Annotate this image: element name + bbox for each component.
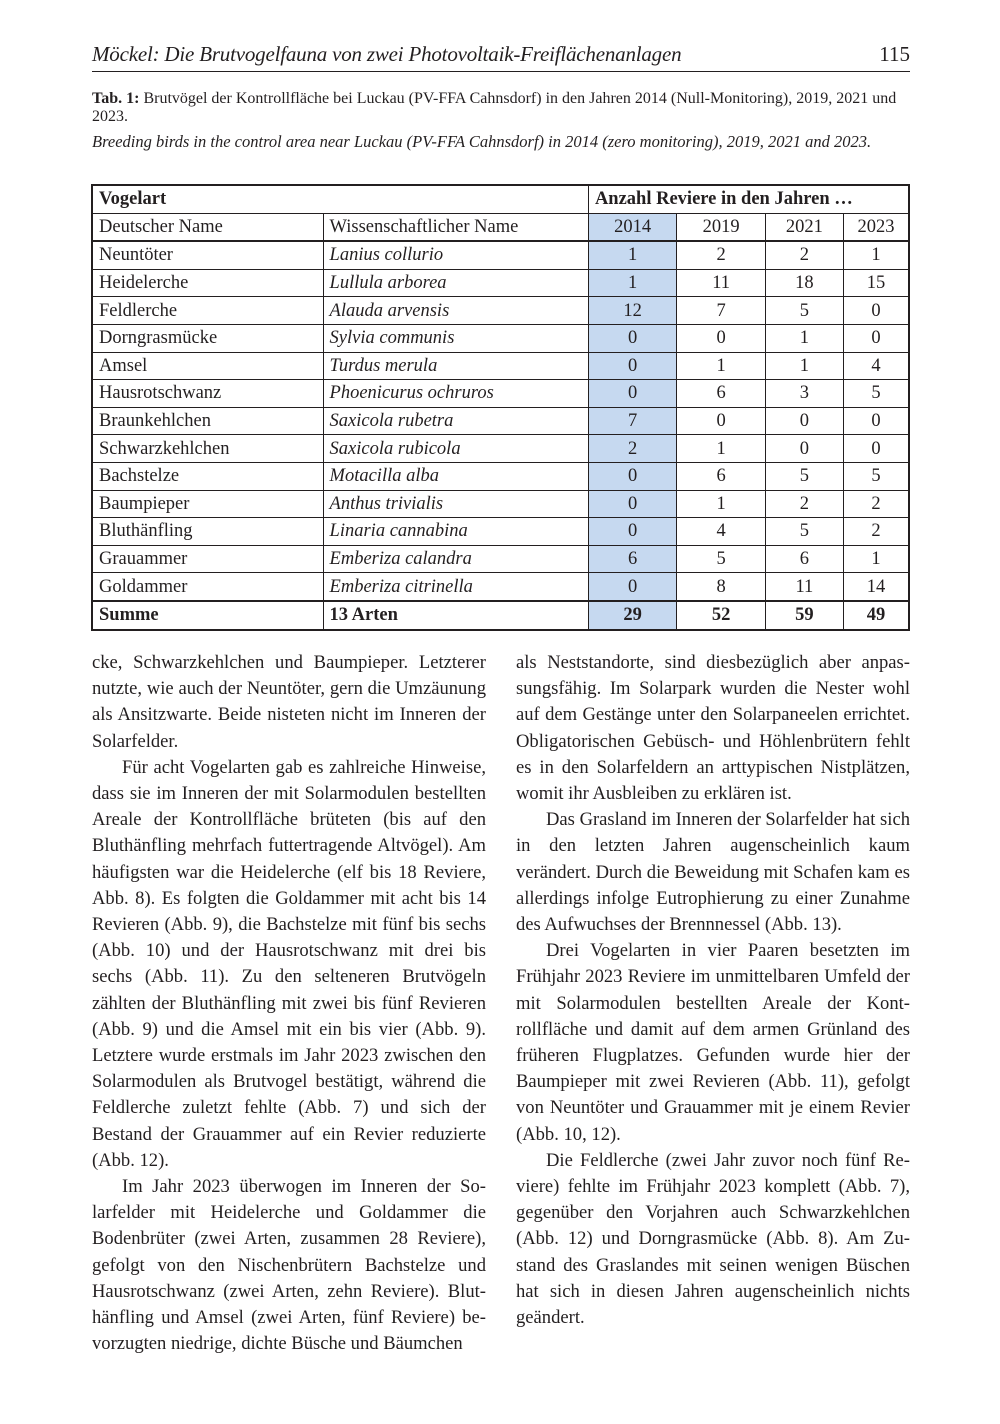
count-2023: 14 xyxy=(843,573,909,601)
count-2019: 7 xyxy=(677,297,765,325)
scientific-name: Anthus trivialis xyxy=(323,490,588,518)
column-header-scientific-name: Wissenschaftlicher Name xyxy=(323,213,588,241)
column-header-2021: 2021 xyxy=(765,213,843,241)
table-row xyxy=(92,297,909,325)
table-label: Tab. 1: xyxy=(92,90,140,107)
table-row xyxy=(92,518,909,546)
count-2023: 2 xyxy=(843,518,909,546)
count-2019: 1 xyxy=(677,490,765,518)
german-name: Dorngrasmücke xyxy=(92,324,323,352)
table-row xyxy=(92,269,909,297)
body-paragraph: Drei Vogelarten in vier Paaren besetzten im Frühjahr 2023 Reviere im unmittelbaren Umfeld der mit Solarmodulen bestellten Areale der Kontrollfläche und damit auf dem armen Grünland des früheren Flugplatzes. Gefunden wurde hier der Baumpieper mit zwei Revieren (Abb. 11), gefolgt von Neuntöter und Grauammer mit je einem Revier (Abb. 10, 12). xyxy=(516,940,910,1145)
count-2021: 0 xyxy=(765,407,843,435)
count-2023: 0 xyxy=(843,324,909,352)
count-2019: 5 xyxy=(677,545,765,573)
count-2023: 4 xyxy=(843,352,909,380)
body-column-left xyxy=(92,650,486,1357)
count-2019: 52 xyxy=(677,601,765,630)
table-sum-row xyxy=(92,601,909,630)
count-2021: 5 xyxy=(765,462,843,490)
count-2014: 7 xyxy=(588,407,676,435)
german-name: Bachstelze xyxy=(92,462,323,490)
german-name: Baumpieper xyxy=(92,490,323,518)
count-2014: 0 xyxy=(588,352,676,380)
german-name: Goldammer xyxy=(92,573,323,601)
table-caption-english: Breeding birds in the control area near Luckau (PV-FFA Cahnsdorf) in 2014 (zero monitoring), 2019, 2021 and 2023. xyxy=(92,132,872,151)
running-head xyxy=(92,38,910,72)
count-2014: 29 xyxy=(588,601,676,630)
table-row xyxy=(92,324,909,352)
table-row xyxy=(92,462,909,490)
scientific-name: Emberiza citrinella xyxy=(323,573,588,601)
count-2023: 49 xyxy=(843,601,909,630)
table-group-header-row xyxy=(92,185,909,213)
count-2014: 1 xyxy=(588,241,676,269)
scientific-name: Saxicola rubicola xyxy=(323,435,588,463)
body-paragraph: Die Feldlerche (zwei Jahr zuvor noch fünf Reviere) fehlte im Frühjahr 2023 komplett (Abb. 7), gegenüber den Vorjahren auch Schwarzkehlchen (Abb. 12) und Dorngrasmücke (Abb. 8). Am Zustand des Graslandes mit seinen wenigen Büschen hat sich in diesen Jahren augenscheinlich nichts geändert. xyxy=(516,1149,910,1329)
table-row xyxy=(92,490,909,518)
count-2019: 4 xyxy=(677,518,765,546)
count-2023: 1 xyxy=(843,545,909,573)
count-2019: 2 xyxy=(677,241,765,269)
column-header-2023: 2023 xyxy=(843,213,909,241)
table-row xyxy=(92,545,909,573)
scientific-name: Linaria cannabina xyxy=(323,518,588,546)
german-name: Hausrotschwanz xyxy=(92,380,323,408)
table-column-header-row xyxy=(92,213,909,241)
count-2014: 2 xyxy=(588,435,676,463)
count-2014: 0 xyxy=(588,490,676,518)
scientific-name: Saxicola rubetra xyxy=(323,407,588,435)
body-paragraph: als Neststandorte, sind diesbezüglich aber anpassungsfähig. Im Solarpark wurden die Nester wohl auf dem Gestänge unter den Solarpaneelen errichtet. Obligatorischen Gebüsch- und Höhlenbrütern fehlt es in den Solarfeldern an arttypischen Nistplätzen, womit ihr Ausbleiben zu erklären ist. xyxy=(516,652,910,805)
count-2021: 3 xyxy=(765,380,843,408)
column-header-german-name: Deutscher Name xyxy=(92,213,323,241)
count-2023: 0 xyxy=(843,435,909,463)
count-2021: 1 xyxy=(765,352,843,380)
sum-label: Summe xyxy=(92,601,323,630)
table-caption-german xyxy=(92,90,910,126)
scientific-name: Phoenicurus ochruros xyxy=(323,380,588,408)
count-2019: 1 xyxy=(677,435,765,463)
count-2023: 5 xyxy=(843,380,909,408)
group-header-counts: Anzahl Reviere in den Jahren … xyxy=(588,185,909,213)
body-column-right xyxy=(516,650,910,1331)
table-row xyxy=(92,241,909,269)
count-2014: 0 xyxy=(588,518,676,546)
count-2021: 2 xyxy=(765,490,843,518)
count-2023: 1 xyxy=(843,241,909,269)
table-row xyxy=(92,380,909,408)
scientific-name: Turdus merula xyxy=(323,352,588,380)
count-2023: 2 xyxy=(843,490,909,518)
species-count: 13 Arten xyxy=(323,601,588,630)
count-2021: 1 xyxy=(765,324,843,352)
count-2014: 6 xyxy=(588,545,676,573)
table-row xyxy=(92,435,909,463)
count-2021: 11 xyxy=(765,573,843,601)
breeding-birds-table xyxy=(91,184,910,631)
count-2023: 15 xyxy=(843,269,909,297)
german-name: Feldlerche xyxy=(92,297,323,325)
body-paragraph: Das Grasland im Inneren der Solarfelder hat sich in den letzten Jahren augenscheinlich kaum verändert. Durch die Beweidung mit Schafen kam es allerdings infolge Eutrophierung zu einer Zunahme des Aufwuchses der Brennnessel (Abb. 13). xyxy=(516,809,910,936)
count-2014: 1 xyxy=(588,269,676,297)
scientific-name: Motacilla alba xyxy=(323,462,588,490)
count-2014: 0 xyxy=(588,324,676,352)
german-name: Braunkehlchen xyxy=(92,407,323,435)
german-name: Schwarzkehlchen xyxy=(92,435,323,463)
scientific-name: Emberiza calandra xyxy=(323,545,588,573)
count-2014: 0 xyxy=(588,380,676,408)
count-2021: 59 xyxy=(765,601,843,630)
count-2021: 5 xyxy=(765,297,843,325)
scientific-name: Alauda arvensis xyxy=(323,297,588,325)
german-name: Grauammer xyxy=(92,545,323,573)
body-paragraph: cke, Schwarzkehlchen und Baumpieper. Letzterer nutzte, wie auch der Neuntöter, gern die Umzäunung als Ansitzwarte. Beide nisteten nicht im Inneren der Solarfelder. xyxy=(92,652,486,752)
german-name: Bluthänfling xyxy=(92,518,323,546)
count-2014: 12 xyxy=(588,297,676,325)
group-header-species: Vogelart xyxy=(92,185,588,213)
german-name: Amsel xyxy=(92,352,323,380)
count-2019: 8 xyxy=(677,573,765,601)
page-number: 115 xyxy=(879,42,910,66)
body-paragraph: Im Jahr 2023 überwogen im Inneren der Solarfelder mit Heidelerche und Goldammer die Bodenbrüter (zwei Arten, zusammen 28 Reviere), gefolgt von den Nischenbrütern Bachstelze und Hausrotschwanz (zwei Arten, zehn Reviere). Bluthänfling und Amsel (zwei Arten, fünf Reviere) bevorzugten niedrige, dichte Büsche und Bäumchen xyxy=(92,1176,486,1355)
count-2023: 0 xyxy=(843,407,909,435)
count-2019: 11 xyxy=(677,269,765,297)
count-2014: 0 xyxy=(588,462,676,490)
count-2019: 0 xyxy=(677,407,765,435)
count-2023: 5 xyxy=(843,462,909,490)
count-2019: 1 xyxy=(677,352,765,380)
count-2019: 0 xyxy=(677,324,765,352)
count-2019: 6 xyxy=(677,380,765,408)
table-row xyxy=(92,352,909,380)
count-2019: 6 xyxy=(677,462,765,490)
table-row xyxy=(92,407,909,435)
scientific-name: Sylvia communis xyxy=(323,324,588,352)
running-title: Möckel: Die Brutvogelfauna von zwei Photovoltaik-Freiflächenanlagen xyxy=(92,42,682,66)
german-name: Heidelerche xyxy=(92,269,323,297)
body-paragraph: Für acht Vogelarten gab es zahlreiche Hinweise, dass sie im Inneren der mit Solarmodulen bestellten Areale der Kontrollfläche brüteten (bis auf den Bluthänfling mehrfach futtertragende Altvögel). Am häufigsten war die Heidelerche (elf bis 18 Reviere, Abb. 8). Es folgten die Goldammer mit acht bis 14 Revieren (Abb. 9), die Bachstelze mit fünf bis sechs (Abb. 10) und der Hausrotschwanz mit drei bis sechs (Abb. 11). Zu den selteneren Brutvögeln zählten der Bluthänfling mit zwei bis fünf Revieren (Abb. 9) und die Amsel mit ein bis vier (Abb. 9). Letztere wurde erstmals im Jahr 2023 zwischen den Solarmodulen als Brutvogel bestätigt, während die Feldlerche zuletzt fehlte (Abb. 7) und sich der Bestand der Grauammer auf ein Revier reduzierte (Abb. 12). xyxy=(92,756,486,1171)
count-2021: 0 xyxy=(765,435,843,463)
column-header-2019: 2019 xyxy=(677,213,765,241)
count-2023: 0 xyxy=(843,297,909,325)
scientific-name: Lanius collurio xyxy=(323,241,588,269)
count-2021: 6 xyxy=(765,545,843,573)
german-name: Neuntöter xyxy=(92,241,323,269)
count-2021: 5 xyxy=(765,518,843,546)
caption-german-text: Brutvögel der Kontrollfläche bei Luckau (PV-FFA Cahnsdorf) in den Jahren 2014 (Null-Monitoring), 2019, 2021 und 2023. xyxy=(92,90,897,125)
table-row xyxy=(92,573,909,601)
scientific-name: Lullula arborea xyxy=(323,269,588,297)
count-2021: 18 xyxy=(765,269,843,297)
count-2021: 2 xyxy=(765,241,843,269)
column-header-2014: 2014 xyxy=(588,213,676,241)
count-2014: 0 xyxy=(588,573,676,601)
